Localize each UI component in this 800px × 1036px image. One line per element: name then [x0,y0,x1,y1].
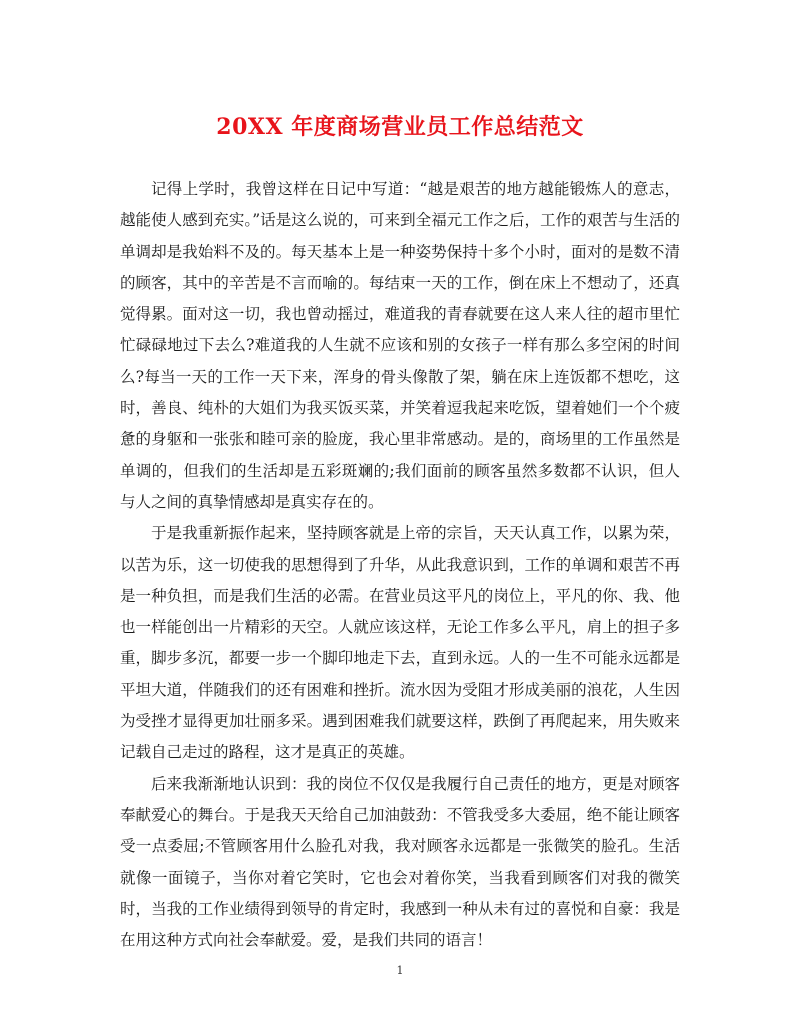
document-body [120,174,680,956]
paragraph-3: 后来我渐渐地认识到：我的岗位不仅仅是我履行自己责任的地方，更是对顾客奉献爱心的舞台。于是我天天给自己加油鼓劲：不管我受多大委屈，绝不能让顾客受一点委屈;不管顾客用什么脸孔对我，我对顾客永远都是一张微笑的脸孔。生活就像一面镜子，当你对着它笑时，它也会对着你笑，当我看到顾客们对我的微笑时，当我的工作业绩得到领导的肯定时，我感到一种从未有过的喜悦和自豪：我是在用这种方式向社会奉献爱。爱，是我们共同的语言！ [120,774,680,950]
paragraph-1: 记得上学时，我曾这样在日记中写道：“越是艰苦的地方越能锻炼人的意志，越能使人感到充实。”话是这么说的，可来到全福元工作之后，工作的艰苦与生活的单调却是我始料不及的。每天基本上是一种姿势保持十多个小时，面对的是数不清的顾客，其中的辛苦是不言而喻的。每结束一天的工作，倒在床上不想动了，还真觉得累。面对这一切，我也曾动摇过，难道我的青春就要在这人来人往的超市里忙忙碌碌地过下去么?难道我的人生就不应该和别的女孩子一样有那么多空闲的时间么?每当一天的工作一天下来，浑身的骨头像散了架，躺在床上连饭都不想吃，这时，善良、纯朴的大姐们为我买饭买菜，并笑着逗我起来吃饭，望着她们一个个疲惫的身躯和一张张和睦可亲的脸庞，我心里非常感动。是的，商场里的工作虽然是单调的，但我们的生活却是五彩斑斓的;我们面前的顾客虽然多数都不认识，但人与人之间的真挚情感却是真实存在的。 [120,180,680,511]
paragraph-2: 于是我重新振作起来，坚持顾客就是上帝的宗旨，天天认真工作，以累为荣，以苦为乐，这一切使我的思想得到了升华，从此我意识到，工作的单调和艰苦不再是一种负担，而是我们生活的必需。在营业员这平凡的岗位上，平凡的你、我、他也一样能创出一片精彩的天空。人就应该这样，无论工作多么平凡，肩上的担子多重，脚步多沉，都要一步一个脚印地走下去，直到永远。人的一生不可能永远都是平坦大道，伴随我们的还有困难和挫折。流水因为受阻才形成美丽的浪花，人生因为受挫才显得更加壮丽多采。遇到困难我们就要这样，跌倒了再爬起来，用失败来记载自己走过的路程，这才是真正的英雄。 [120,524,680,762]
document-title: 20XX 年度商场营业员工作总结范文 [216,114,584,140]
page-number: 1 [396,964,404,977]
